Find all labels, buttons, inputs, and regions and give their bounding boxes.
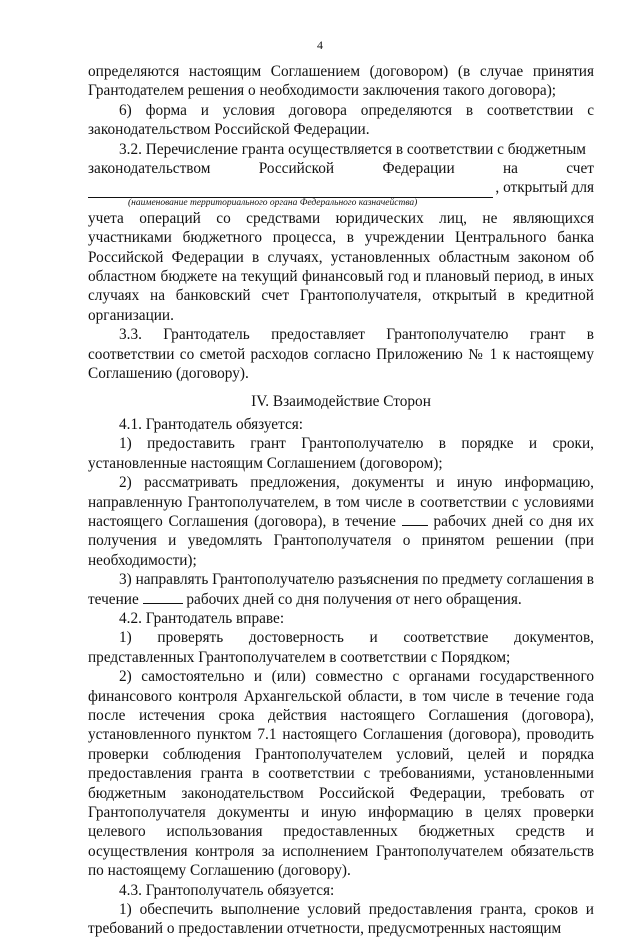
paragraph-4-2-2: 2) самостоятельно и (или) совместно с органами государственного финансового контроля Архангельской области, в том числе в течение года после истечения срока действия настоящего Соглашения (договора), установленного пунктом 7.1 настоящего Соглашения (договора), проводить проверки соблюдения Грантополучателем условий, целей и порядка предоставления гранта в соответствии с требованиями, установленными бюджетным законодательством Российской Федерации, требовать от Грантополучателя документы и иную информацию в целях проверки целевого использования предоставленных бюджетных средств и осуществления контроля за исполнением Грантополучателем обязательств по настоящему Соглашению (договору).	[88, 668, 594, 880]
paragraph-3-2-continued: учета операций со средствами юридических лиц, не являющихся участниками бюджетного процесса, в учреждении Центрального банка Российской Федерации в случаях, установленных областным законом об областном бюджете на текущий финансовый год и плановый период, в иных случаях на банковский счет Грантополучателя, открытый в кредитной организации.	[88, 209, 594, 324]
paragraph-4-1-2-part-a: 2) рассматривать предложения, документы и иную информацию, направленную Грантополучателем, в том числе в соответствии с условиями настоящего Соглашения (договора), в течение	[88, 474, 594, 530]
paragraph-3-3: 3.3. Грантодатель предоставляет Грантополучателю грант в соответствии со сметой расходов согласно Приложению № 1 к настоящему Соглашению (договору).	[88, 326, 594, 383]
word: Российской	[258, 160, 335, 178]
paragraph-4-2: 4.2. Грантодатель вправе:	[119, 609, 285, 627]
paragraph-4-1-3-part-b: рабочих дней со дня получения от него обращения.	[186, 590, 522, 608]
treasury-name-line	[88, 178, 594, 197]
paragraph-4-1-2-part-b: рабочих дней со дня их получения и уведомлять Грантополучателя о принятом решении (при необходимости);	[88, 512, 594, 569]
paragraph-4-2-1: 1) проверять достоверность и соответствие документов, представленных Грантополучателем в соответствии с Порядком;	[88, 629, 594, 666]
paragraph-4-1-3	[88, 570, 594, 609]
page-number: 4	[317, 38, 323, 52]
paragraph-3-2-start: 3.2. Перечисление гранта осуществляется в соответствии с бюджетным	[119, 140, 586, 158]
document-body	[88, 62, 594, 939]
paragraph-4-1: 4.1. Грантодатель обязуется:	[119, 415, 304, 433]
word: счет	[566, 160, 594, 178]
treasury-line-end: , открытый для	[495, 179, 594, 197]
paragraph-3-2-spread-line	[88, 159, 594, 178]
paragraph-item-6: 6) форма и условия договора определяются в соответствии с законодательством Российской Федерации.	[88, 101, 594, 139]
paragraph-4-1-3-part-a: 3) направлять Грантополучателю разъяснения по предмету соглашения в течение	[88, 571, 594, 608]
paragraph-4-1-1: 1) предоставить грант Грантополучателю в порядке и сроки, установленные настоящим Соглашением (договором);	[88, 435, 594, 472]
treasury-caption: (наименование территориального органа Федерального казначейства)	[128, 197, 418, 208]
paragraph-4-3-1: 1) обеспечить выполнение условий предоставления гранта, сроков и требований о предоставлении отчетности, предусмотренных настоящим	[88, 901, 594, 938]
days-blank	[402, 513, 428, 526]
word: законодательством	[88, 160, 211, 178]
paragraph-4-1-2	[88, 473, 594, 570]
word: на	[503, 160, 518, 178]
days-blank	[143, 591, 183, 604]
treasury-name-blank	[88, 183, 493, 198]
paragraph-intro: определяются настоящим Соглашением (договором) (в случае принятия Грантодателем решения о необходимости заключения такого договора);	[88, 63, 594, 100]
paragraph-4-3: 4.3. Грантополучатель обязуется:	[119, 881, 335, 899]
word: Федерации	[382, 160, 455, 178]
section-heading: IV. Взаимодействие Сторон	[251, 392, 431, 410]
